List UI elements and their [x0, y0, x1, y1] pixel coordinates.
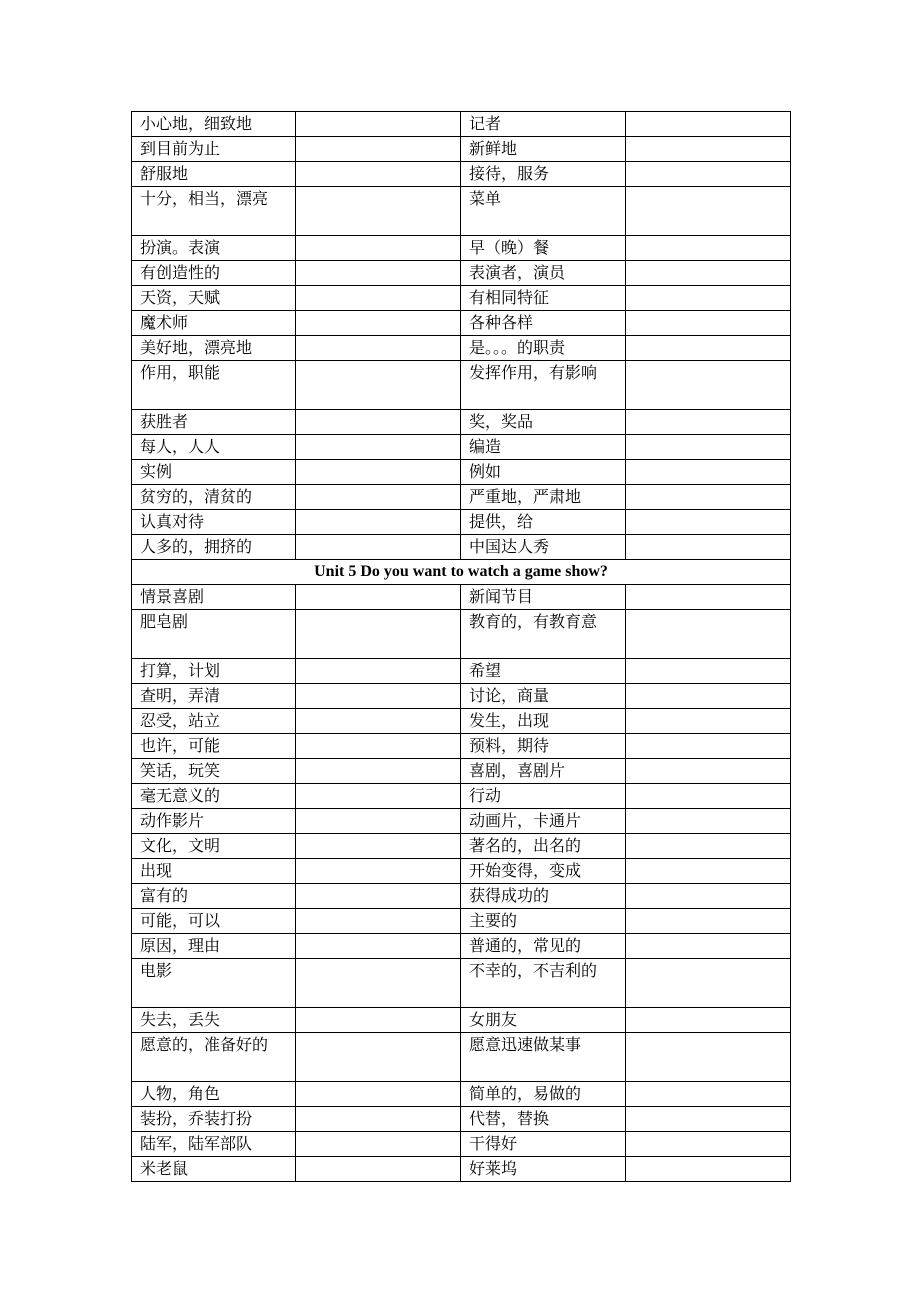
vocab-row: [132, 361, 791, 410]
chinese-term-right: 开始变得，变成: [461, 859, 626, 884]
vocab-row: [132, 162, 791, 187]
answer-blank-left: [296, 112, 461, 137]
chinese-term-right: 记者: [461, 112, 626, 137]
vocab-row: [132, 112, 791, 137]
chinese-term-left: 情景喜剧: [132, 585, 296, 610]
vocab-row: [132, 485, 791, 510]
answer-blank-left: [296, 460, 461, 485]
answer-blank-right: [626, 336, 791, 361]
chinese-term-left: 查明，弄清: [132, 684, 296, 709]
chinese-term-right: 有相同特征: [461, 286, 626, 311]
chinese-term-left: 人物，角色: [132, 1082, 296, 1107]
chinese-term-left: 认真对待: [132, 510, 296, 535]
chinese-term-left: 愿意的，准备好的: [132, 1033, 296, 1082]
chinese-term-left: 舒服地: [132, 162, 296, 187]
chinese-term-left: 肥皂剧: [132, 610, 296, 659]
chinese-term-right: 编造: [461, 435, 626, 460]
chinese-term-right: 早（晚）餐: [461, 236, 626, 261]
answer-blank-right: [626, 1008, 791, 1033]
chinese-term-left: 动作影片: [132, 809, 296, 834]
answer-blank-left: [296, 909, 461, 934]
answer-blank-right: [626, 909, 791, 934]
chinese-term-right: 讨论，商量: [461, 684, 626, 709]
vocab-row: [132, 585, 791, 610]
answer-blank-left: [296, 884, 461, 909]
answer-blank-right: [626, 311, 791, 336]
chinese-term-right: 好莱坞: [461, 1157, 626, 1182]
answer-blank-right: [626, 1082, 791, 1107]
chinese-term-right: 是。。。的职责: [461, 336, 626, 361]
answer-blank-left: [296, 585, 461, 610]
chinese-term-left: 人多的，拥挤的: [132, 535, 296, 560]
answer-blank-left: [296, 959, 461, 1008]
chinese-term-left: 富有的: [132, 884, 296, 909]
answer-blank-right: [626, 734, 791, 759]
answer-blank-left: [296, 834, 461, 859]
vocabulary-table-body: [132, 112, 791, 1182]
chinese-term-right: 中国达人秀: [461, 535, 626, 560]
chinese-term-left: 作用，职能: [132, 361, 296, 410]
answer-blank-left: [296, 162, 461, 187]
answer-blank-left: [296, 535, 461, 560]
chinese-term-right: 例如: [461, 460, 626, 485]
chinese-term-left: 到目前为止: [132, 137, 296, 162]
answer-blank-right: [626, 585, 791, 610]
chinese-term-right: 提供，给: [461, 510, 626, 535]
answer-blank-right: [626, 1157, 791, 1182]
answer-blank-right: [626, 610, 791, 659]
chinese-term-right: 干得好: [461, 1132, 626, 1157]
chinese-term-left: 获胜者: [132, 410, 296, 435]
answer-blank-left: [296, 1157, 461, 1182]
vocab-row: [132, 809, 791, 834]
chinese-term-right: 各种各样: [461, 311, 626, 336]
chinese-term-right: 动画片，卡通片: [461, 809, 626, 834]
vocab-row: [132, 236, 791, 261]
chinese-term-left: 贫穷的，清贫的: [132, 485, 296, 510]
vocab-row: [132, 934, 791, 959]
chinese-term-left: 十分，相当，漂亮: [132, 187, 296, 236]
vocab-row: [132, 510, 791, 535]
answer-blank-right: [626, 162, 791, 187]
chinese-term-right: 新闻节目: [461, 585, 626, 610]
chinese-term-left: 原因，理由: [132, 934, 296, 959]
vocab-row: [132, 884, 791, 909]
chinese-term-left: 忍受，站立: [132, 709, 296, 734]
answer-blank-left: [296, 684, 461, 709]
answer-blank-left: [296, 261, 461, 286]
vocab-row: [132, 709, 791, 734]
vocab-row: [132, 659, 791, 684]
chinese-term-right: 发生，出现: [461, 709, 626, 734]
unit5-heading: Unit 5 Do you want to watch a game show?: [132, 560, 791, 585]
answer-blank-left: [296, 361, 461, 410]
vocab-row: [132, 311, 791, 336]
answer-blank-right: [626, 959, 791, 1008]
answer-blank-left: [296, 809, 461, 834]
answer-blank-right: [626, 1132, 791, 1157]
answer-blank-left: [296, 734, 461, 759]
answer-blank-right: [626, 286, 791, 311]
answer-blank-left: [296, 1008, 461, 1033]
answer-blank-right: [626, 187, 791, 236]
chinese-term-left: 实例: [132, 460, 296, 485]
chinese-term-right: 喜剧，喜剧片: [461, 759, 626, 784]
chinese-term-right: 预料，期待: [461, 734, 626, 759]
answer-blank-left: [296, 610, 461, 659]
answer-blank-right: [626, 137, 791, 162]
chinese-term-right: 接待，服务: [461, 162, 626, 187]
answer-blank-right: [626, 261, 791, 286]
chinese-term-right: 希望: [461, 659, 626, 684]
vocab-row: [132, 1132, 791, 1157]
answer-blank-right: [626, 435, 791, 460]
answer-blank-left: [296, 485, 461, 510]
answer-blank-left: [296, 510, 461, 535]
chinese-term-right: 表演者，演员: [461, 261, 626, 286]
answer-blank-right: [626, 460, 791, 485]
answer-blank-right: [626, 659, 791, 684]
answer-blank-left: [296, 784, 461, 809]
chinese-term-left: 有创造性的: [132, 261, 296, 286]
answer-blank-left: [296, 1033, 461, 1082]
chinese-term-right: 女朋友: [461, 1008, 626, 1033]
chinese-term-right: 主要的: [461, 909, 626, 934]
chinese-term-left: 陆军，陆军部队: [132, 1132, 296, 1157]
answer-blank-left: [296, 236, 461, 261]
answer-blank-left: [296, 859, 461, 884]
vocab-row: [132, 1082, 791, 1107]
answer-blank-right: [626, 809, 791, 834]
answer-blank-left: [296, 759, 461, 784]
answer-blank-left: [296, 709, 461, 734]
chinese-term-left: 每人，人人: [132, 435, 296, 460]
chinese-term-left: 米老鼠: [132, 1157, 296, 1182]
vocab-row: [132, 137, 791, 162]
chinese-term-right: 行动: [461, 784, 626, 809]
answer-blank-right: [626, 485, 791, 510]
vocab-row: [132, 734, 791, 759]
vocab-row: [132, 435, 791, 460]
chinese-term-left: 可能，可以: [132, 909, 296, 934]
chinese-term-right: 不幸的，不吉利的: [461, 959, 626, 1008]
chinese-term-left: 出现: [132, 859, 296, 884]
vocab-row: [132, 1107, 791, 1132]
vocab-row: [132, 834, 791, 859]
answer-blank-left: [296, 435, 461, 460]
vocab-row: [132, 684, 791, 709]
answer-blank-right: [626, 1107, 791, 1132]
chinese-term-left: 美好地，漂亮地: [132, 336, 296, 361]
chinese-term-right: 菜单: [461, 187, 626, 236]
answer-blank-left: [296, 311, 461, 336]
vocab-row: [132, 959, 791, 1008]
vocab-row: [132, 336, 791, 361]
chinese-term-right: 愿意迅速做某事: [461, 1033, 626, 1082]
chinese-term-right: 简单的，易做的: [461, 1082, 626, 1107]
answer-blank-left: [296, 187, 461, 236]
vocab-row: [132, 187, 791, 236]
vocab-row: [132, 1157, 791, 1182]
vocab-row: [132, 535, 791, 560]
answer-blank-right: [626, 834, 791, 859]
chinese-term-left: 也许，可能: [132, 734, 296, 759]
answer-blank-right: [626, 784, 791, 809]
vocab-row: [132, 784, 791, 809]
answer-blank-left: [296, 1082, 461, 1107]
chinese-term-left: 笑话，玩笑: [132, 759, 296, 784]
answer-blank-right: [626, 709, 791, 734]
vocab-row: [132, 286, 791, 311]
vocabulary-table: [131, 111, 791, 1182]
answer-blank-right: [626, 112, 791, 137]
unit-heading-row: [132, 560, 791, 585]
answer-blank-left: [296, 137, 461, 162]
chinese-term-left: 失去，丢失: [132, 1008, 296, 1033]
chinese-term-right: 代替，替换: [461, 1107, 626, 1132]
chinese-term-right: 获得成功的: [461, 884, 626, 909]
chinese-term-left: 扮演。表演: [132, 236, 296, 261]
answer-blank-right: [626, 236, 791, 261]
chinese-term-left: 天资，天赋: [132, 286, 296, 311]
vocab-row: [132, 759, 791, 784]
answer-blank-left: [296, 659, 461, 684]
answer-blank-right: [626, 759, 791, 784]
answer-blank-left: [296, 286, 461, 311]
answer-blank-right: [626, 1033, 791, 1082]
answer-blank-right: [626, 859, 791, 884]
vocab-row: [132, 859, 791, 884]
chinese-term-right: 教育的，有教育意: [461, 610, 626, 659]
chinese-term-left: 装扮，乔装打扮: [132, 1107, 296, 1132]
vocab-row: [132, 410, 791, 435]
chinese-term-left: 打算，计划: [132, 659, 296, 684]
answer-blank-right: [626, 510, 791, 535]
vocab-row: [132, 261, 791, 286]
answer-blank-right: [626, 361, 791, 410]
chinese-term-right: 严重地，严肃地: [461, 485, 626, 510]
chinese-term-right: 发挥作用，有影响: [461, 361, 626, 410]
vocab-row: [132, 460, 791, 485]
answer-blank-left: [296, 336, 461, 361]
chinese-term-right: 奖，奖品: [461, 410, 626, 435]
vocab-row: [132, 1008, 791, 1033]
chinese-term-left: 小心地，细致地: [132, 112, 296, 137]
answer-blank-left: [296, 1107, 461, 1132]
answer-blank-right: [626, 410, 791, 435]
chinese-term-left: 魔术师: [132, 311, 296, 336]
answer-blank-left: [296, 410, 461, 435]
vocab-row: [132, 909, 791, 934]
answer-blank-left: [296, 1132, 461, 1157]
answer-blank-right: [626, 884, 791, 909]
answer-blank-right: [626, 934, 791, 959]
chinese-term-right: 著名的，出名的: [461, 834, 626, 859]
chinese-term-right: 新鲜地: [461, 137, 626, 162]
answer-blank-left: [296, 934, 461, 959]
chinese-term-left: 毫无意义的: [132, 784, 296, 809]
chinese-term-right: 普通的，常见的: [461, 934, 626, 959]
chinese-term-left: 文化，文明: [132, 834, 296, 859]
answer-blank-right: [626, 684, 791, 709]
chinese-term-left: 电影: [132, 959, 296, 1008]
vocab-row: [132, 610, 791, 659]
vocab-row: [132, 1033, 791, 1082]
answer-blank-right: [626, 535, 791, 560]
